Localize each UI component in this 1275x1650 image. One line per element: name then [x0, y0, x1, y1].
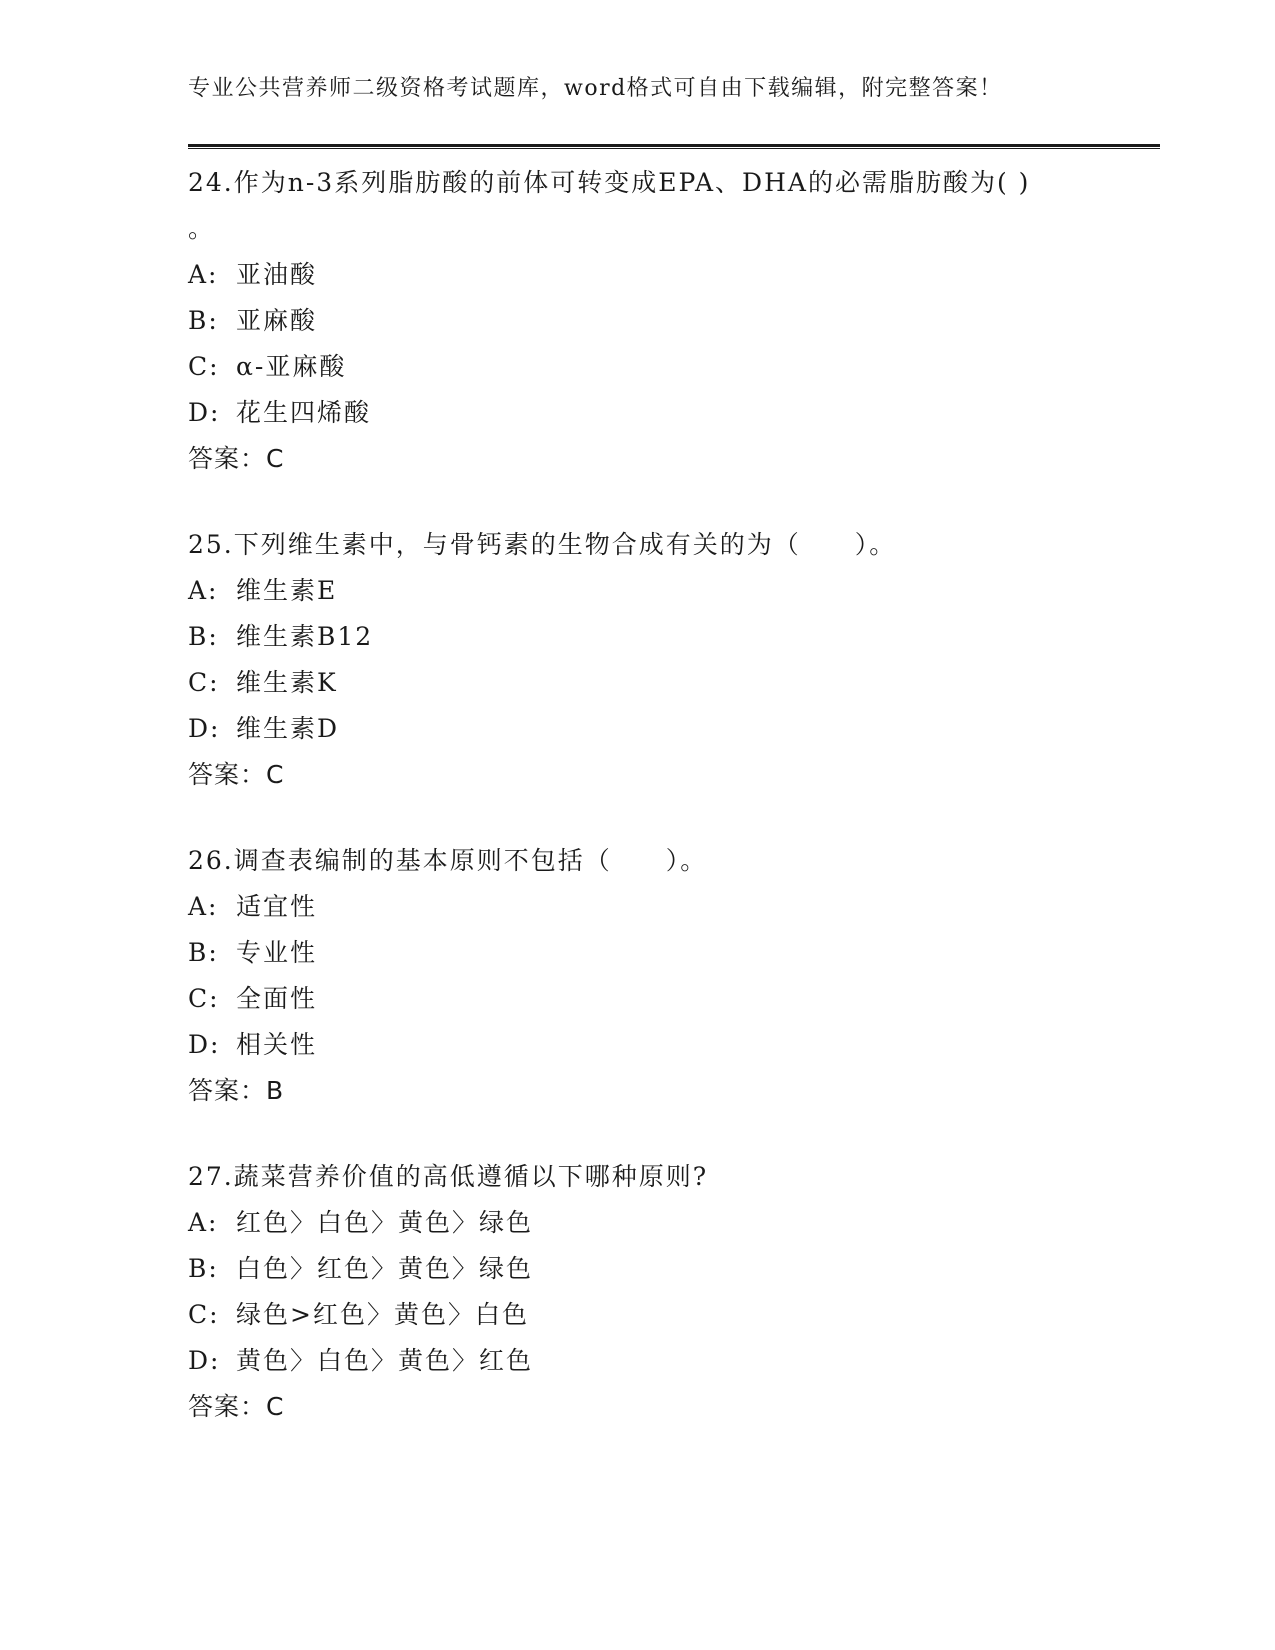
option-text: 维生素E	[236, 576, 338, 605]
option-text: 相关性	[236, 1030, 318, 1059]
option-key: B:	[188, 938, 219, 967]
option-text: 维生素B12	[236, 622, 374, 651]
question-25	[188, 522, 1088, 798]
option-d	[188, 706, 1088, 752]
option-key: C:	[188, 352, 220, 381]
option-text: 全面性	[236, 984, 318, 1013]
option-text: α-亚麻酸	[236, 352, 347, 381]
option-c	[188, 660, 1088, 706]
option-a	[188, 252, 1088, 298]
option-d	[188, 1022, 1088, 1068]
option-key: D:	[188, 1030, 221, 1059]
option-key: D:	[188, 1346, 221, 1375]
answer: 答案：C	[188, 444, 285, 473]
option-b	[188, 614, 1088, 660]
option-text: 专业性	[236, 938, 318, 967]
option-key: B:	[188, 1254, 219, 1283]
question-stem: 27.蔬菜营养价值的高低遵循以下哪种原则?	[188, 1162, 709, 1191]
question-24	[188, 160, 1088, 482]
option-key: A:	[188, 892, 219, 921]
option-a	[188, 1200, 1088, 1246]
answer: 答案：C	[188, 1392, 285, 1421]
question-stem: 26.调查表编制的基本原则不包括（ ）。	[188, 846, 708, 875]
answer: 答案：B	[188, 1076, 285, 1105]
option-key: C:	[188, 668, 220, 697]
option-key: C:	[188, 984, 220, 1013]
option-d	[188, 390, 1088, 436]
option-b	[188, 298, 1088, 344]
option-text: 花生四烯酸	[236, 398, 372, 427]
option-text: 维生素D	[236, 714, 340, 743]
answer: 答案：C	[188, 760, 285, 789]
option-c	[188, 976, 1088, 1022]
question-stem-continuation: 。	[188, 214, 216, 243]
option-b	[188, 1246, 1088, 1292]
header-divider	[188, 144, 1160, 149]
page-header: 专业公共营养师二级资格考试题库，word格式可自由下载编辑，附完整答案！	[188, 76, 1003, 101]
option-key: A:	[188, 1208, 219, 1237]
option-d	[188, 1338, 1088, 1384]
option-key: D:	[188, 714, 221, 743]
option-key: B:	[188, 622, 219, 651]
option-text: 维生素K	[236, 668, 338, 697]
option-key: D:	[188, 398, 221, 427]
option-text: 适宜性	[236, 892, 318, 921]
option-text: 亚油酸	[236, 260, 318, 289]
option-key: C:	[188, 1300, 220, 1329]
option-text: 白色〉红色〉黄色〉绿色	[236, 1254, 534, 1283]
option-c	[188, 344, 1088, 390]
option-a	[188, 568, 1088, 614]
option-text: 亚麻酸	[236, 306, 318, 335]
option-c	[188, 1292, 1088, 1338]
option-a	[188, 884, 1088, 930]
question-26	[188, 838, 1088, 1114]
option-text: 黄色〉白色〉黄色〉红色	[236, 1346, 534, 1375]
question-list	[188, 160, 1088, 1470]
option-text: 绿色>红色〉黄色〉白色	[236, 1300, 529, 1329]
option-key: A:	[188, 576, 219, 605]
question-27	[188, 1154, 1088, 1430]
question-stem: 24.作为n-3系列脂肪酸的前体可转变成EPA、DHA的必需脂肪酸为( )	[188, 168, 1031, 197]
option-b	[188, 930, 1088, 976]
option-key: A:	[188, 260, 219, 289]
question-stem: 25.下列维生素中，与骨钙素的生物合成有关的为（ ）。	[188, 530, 897, 559]
option-key: B:	[188, 306, 219, 335]
option-text: 红色〉白色〉黄色〉绿色	[236, 1208, 534, 1237]
